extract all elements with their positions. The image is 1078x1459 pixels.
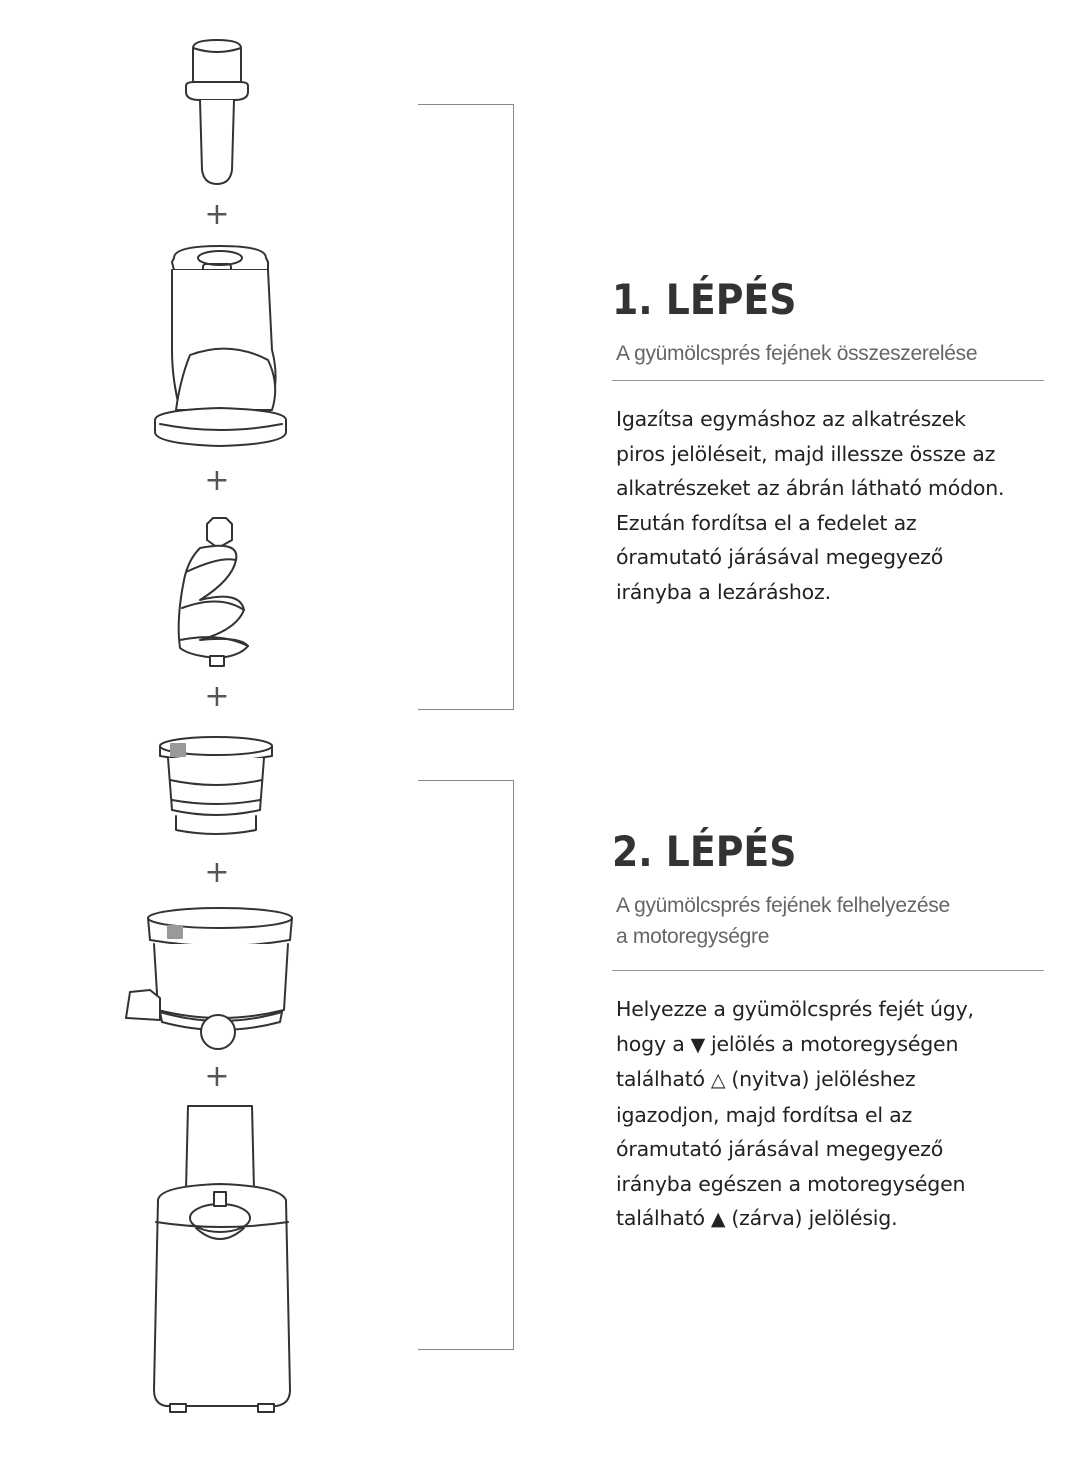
step-2-subtitle [616, 890, 1044, 952]
plus-sign-4: + [204, 855, 230, 890]
step-2-title: 2. LÉPÉS [612, 827, 797, 876]
step-2-bracket [418, 780, 514, 1350]
step-2-body-line [616, 1027, 1048, 1063]
step-2-subtitle-line: A gyümölcsprés fejének felhelyezése [616, 894, 950, 917]
step-2-body [616, 992, 1048, 1237]
step-2-body-line: óramutató járásával megegyező [616, 1137, 944, 1161]
pusher-part [186, 40, 248, 184]
body-text: található [616, 1067, 705, 1091]
strainer-part [160, 737, 272, 834]
step-1-subtitle [616, 338, 1044, 369]
strainer-red-marker [171, 744, 185, 756]
step-1-body-line: Ezután fordítsa el a fedelet az [616, 510, 917, 535]
auger-part [179, 518, 248, 666]
up-triangle-icon: ▲ [710, 1208, 726, 1230]
plus-sign-3: + [204, 679, 230, 714]
step-2-body-line: irányba egészen a motoregységen [616, 1171, 966, 1196]
body-text: (zárva) jelölésig. [731, 1206, 898, 1230]
step-2-body-line [616, 1062, 1048, 1098]
body-text: jelölés a motoregységen [710, 1031, 959, 1056]
step-1-title: 1. LÉPÉS [612, 275, 797, 324]
step-2-body-line: Helyezze a gyümölcsprés fejét úgy, [616, 997, 974, 1021]
plus-sign-5: + [204, 1059, 230, 1094]
lid-part [155, 246, 286, 446]
open-triangle-icon: △ [710, 1069, 726, 1091]
step-1-body [616, 402, 1048, 609]
step-1-body-line: irányba a lezáráshoz. [616, 579, 831, 604]
plus-sign-2: + [204, 463, 230, 498]
step-2-subtitle-line: a motoregységre [616, 925, 770, 948]
plus-sign-1: + [204, 197, 230, 232]
step-2-body-line: igazodjon, majd fordítsa el az [616, 1102, 913, 1127]
step-2-divider [612, 970, 1044, 971]
body-text: található [616, 1206, 705, 1230]
step-2-body-line [616, 1201, 1048, 1237]
step-1-divider [612, 380, 1044, 381]
down-triangle-icon: ▼ [690, 1033, 705, 1056]
step-1-body-line: alkatrészeket az ábrán látható módon. [616, 476, 1005, 500]
step-2-section [612, 827, 1044, 1230]
body-text: (nyitva) jelöléshez [731, 1067, 916, 1091]
bowl-part [126, 908, 292, 1049]
body-text: hogy a [616, 1031, 685, 1056]
step-1-subtitle-line: A gyümölcsprés fejének összeszerelése [616, 342, 978, 365]
step-1-body-line: óramutató járásával megegyező [616, 545, 944, 569]
step-1-bracket [418, 104, 514, 710]
step-1-section [612, 275, 1044, 604]
step-1-body-line: piros jelöléseit, majd illessze össze az [616, 441, 996, 466]
motor-base-part [154, 1106, 290, 1412]
step-1-body-line: Igazítsa egymáshoz az alkatrészek [616, 407, 966, 431]
bowl-red-marker [168, 926, 182, 938]
